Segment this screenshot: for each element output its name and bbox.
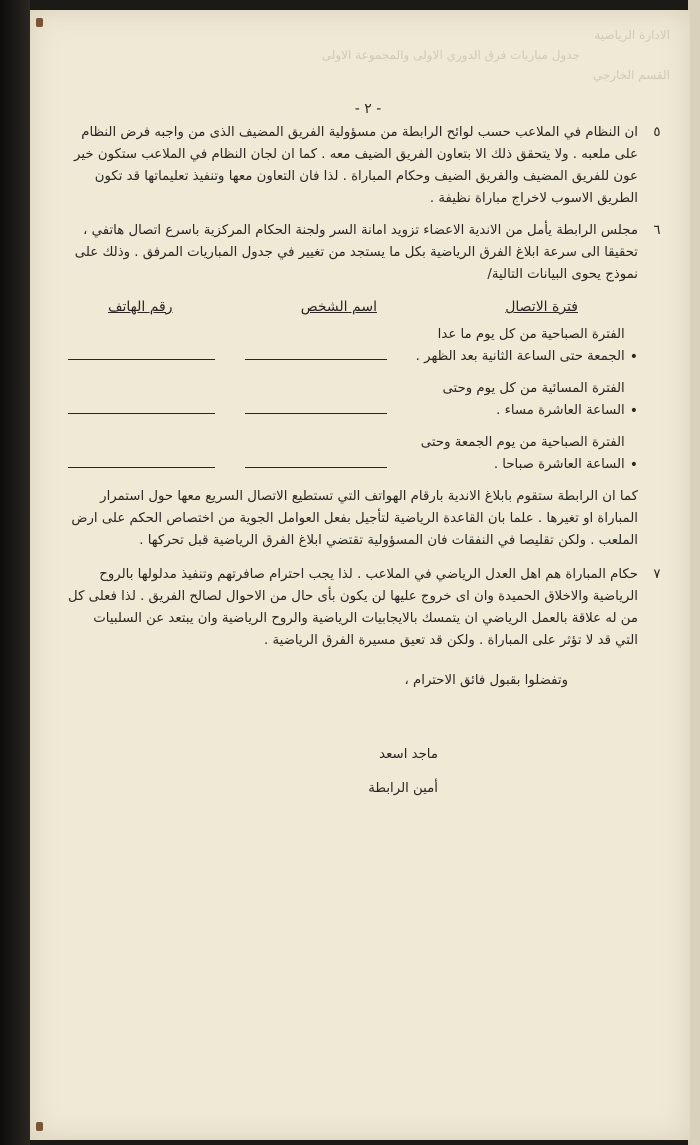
paragraph-text: حكام المباراة هم اهل العدل الرياضي في الملاعب . لذا يجب احترام صافرتهم وتنفيذ مدلولها بالروح الرياضية والاخلاق الحميدة وان اى خروج عليها لن يكون بأى حال من الاحوال لصالح الفريق . لذا فعلى كل من له علاقة بالعمل الرياضي ان يتمسك بالايجابيات الرياضية والروح الرياضية وان يبتعد عن السلبيات التي قد لا تؤثر على المباراة . ولكن قد تعيق مسيرة الفرق الرياضية . [68, 567, 638, 648]
signatory-title: أمين الرابطة [368, 781, 438, 796]
phone-blank-line [68, 412, 215, 414]
bullet-icon: • [629, 349, 638, 365]
bleed-through-text: القسم الخارجي [592, 68, 670, 82]
phone-blank-line [68, 466, 215, 468]
form-row [68, 378, 668, 422]
contact-period: الفترة الصباحية من يوم الجمعة وحتى الساعة العاشرة صباحا . [420, 435, 625, 472]
bullet-icon: • [629, 403, 638, 419]
phone-blank-line [68, 358, 215, 360]
header-phone-number: رقم الهاتف [108, 299, 173, 315]
signature-block [68, 738, 668, 806]
letter-body [68, 98, 668, 806]
name-blank-line [245, 466, 387, 468]
paragraph-text: مجلس الرابطة يأمل من الاندية الاعضاء تزويد امانة السر ولجنة الحكام المركزية باسرع اتصال هاتفي ، تحقيقا الى سرعة ابلاغ الفرق الرياضية بكل ما يستجد من تغيير في جدول المباريات المرفق . وذلك على نموذج يحوى البيانات التالية/ [74, 223, 638, 282]
form-row [68, 324, 668, 368]
closing-line: وتفضلوا بقبول فائق الاحترام ، [404, 673, 568, 688]
paragraph-6 [68, 220, 668, 286]
form-row [68, 432, 668, 476]
signatory-name: ماجد اسعد [379, 747, 438, 762]
bleed-through-text: جدول مباريات فرق الدوري الاولى والمجموعة الاولى [321, 48, 580, 62]
contact-period: الفترة الصباحية من كل يوم ما عدا الجمعة حتى الساعة الثانية بعد الظهر . [415, 327, 625, 364]
header-contact-period: فترة الاتصال [505, 299, 578, 315]
bleed-through-text: الادارة الرياضية [594, 28, 670, 42]
scan-left-edge [0, 0, 30, 1145]
staple-mark [36, 1122, 43, 1131]
page-number: - ٢ - [354, 101, 382, 117]
contact-period: الفترة المسائية من كل يوم وحتى الساعة العاشرة مساء . [442, 381, 625, 418]
paragraph-7 [68, 564, 668, 652]
paragraph-number: ٦ [653, 223, 661, 238]
name-blank-line [245, 412, 387, 414]
name-blank-line [245, 358, 387, 360]
form-headers [68, 296, 668, 318]
bullet-icon: • [629, 457, 638, 473]
staple-mark [36, 18, 43, 27]
paragraph-number: ٧ [653, 567, 661, 582]
paragraph-5 [68, 122, 668, 210]
paragraph-phone-notice: كما ان الرابطة ستقوم بابلاغ الاندية بارقام الهواتف التي تستطيع الاتصال السريع معها حول استمرار المباراة او تغيرها . علما بان القاعدة الرياضية لتأجيل بفعل العوامل الجوية من اختصاص الحكم على ارض الملعب . ولكن تقليصا في النفقات فان المسؤولية تقتضي ابلاغ الفرق الرياضية قبل تحركها . [71, 489, 638, 548]
paragraph-number: ٥ [653, 125, 661, 140]
header-person-name: اسم الشخص [300, 299, 377, 315]
document-page [30, 10, 690, 1140]
paragraph-text: ان النظام في الملاعب حسب لوائح الرابطة من مسؤولية الفريق المضيف الذى من واجبه فرض النظام على ملعبه . ولا يتحقق ذلك الا بتعاون الفريق الضيف معه . كما ان لجان النظام في الملاعب ستكون خير عون للفريق المضيف والفريق الضيف وحكام المباراة . لذا فان التعاون معها وتنفيذ تعليماتها قد تكون الطريق الاسوب لاخراج مباراة نظيفة . [74, 125, 638, 206]
